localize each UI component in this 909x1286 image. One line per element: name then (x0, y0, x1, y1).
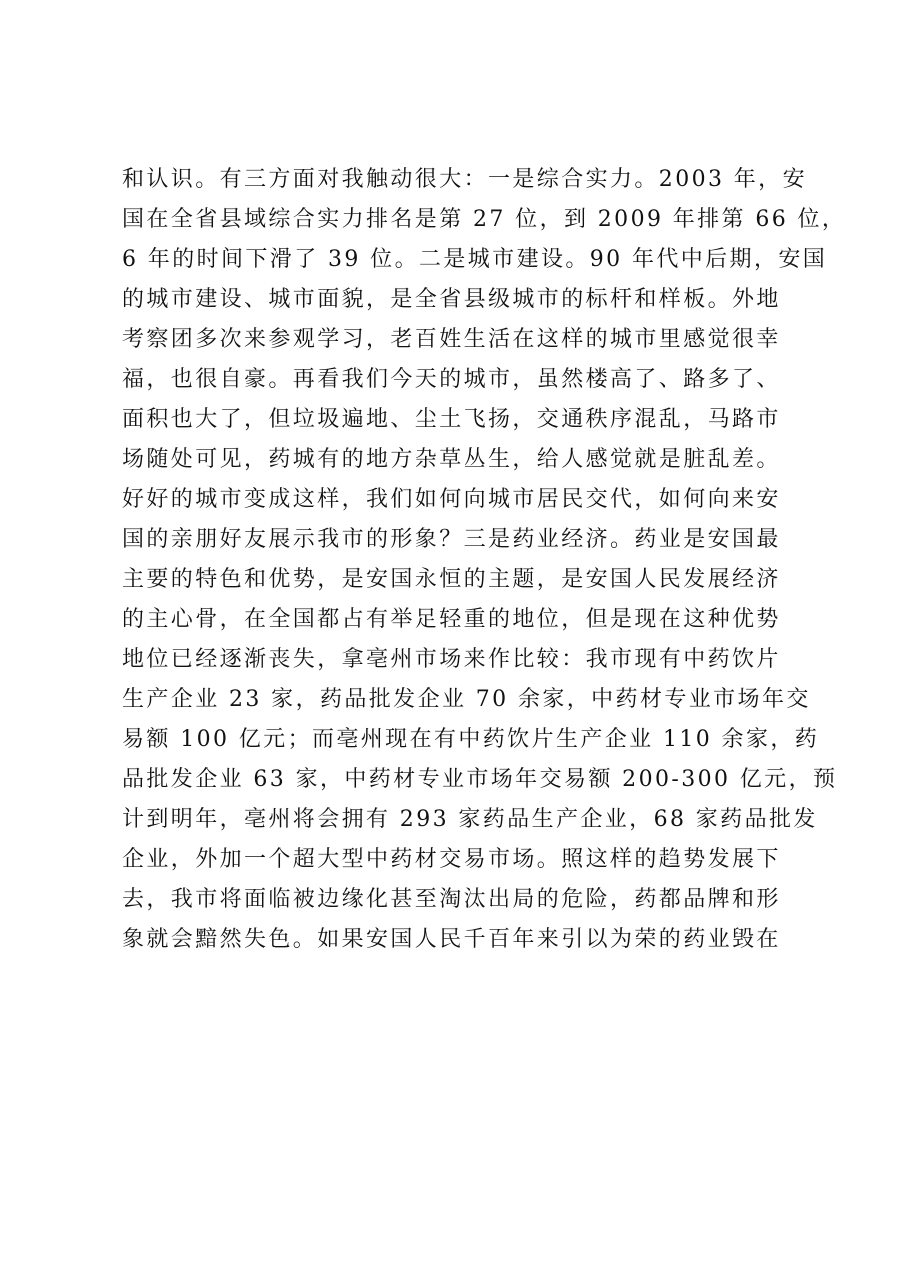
text-line: 易额 100 亿元；而亳州现在有中药饮片生产企业 110 余家，药 (122, 727, 820, 752)
text-line: 国在全省县域综合实力排名是第 27 位，到 2009 年排第 66 位， (122, 207, 847, 232)
text-line: 的城市建设、城市面貌，是全省县级城市的标杆和样板。外地 (122, 287, 781, 312)
text-line: 的主心骨，在全国都占有举足轻重的地位，但是现在这种优势 (122, 607, 781, 632)
text-line: 象就会黯然失色。如果安国人民千百年来引以为荣的药业毁在 (122, 927, 781, 952)
text-line: 生产企业 23 家，药品批发企业 70 余家，中药材专业市场年交 (122, 687, 811, 712)
text-line: 计到明年，亳州将会拥有 293 家药品生产企业，68 家药品批发 (122, 807, 818, 832)
text-line: 去，我市将面临被边缘化甚至淘汰出局的危险，药都品牌和形 (122, 887, 781, 912)
text-line: 考察团多次来参观学习，老百姓生活在这样的城市里感觉很幸 (122, 327, 781, 352)
text-line: 国的亲朋好友展示我市的形象？三是药业经济。药业是安国最 (122, 527, 781, 552)
text-line: 品批发企业 63 家，中药材专业市场年交易额 200-300 亿元，预 (122, 767, 838, 792)
text-line: 场随处可见，药城有的地方杂草丛生，给人感觉就是脏乱差。 (122, 447, 781, 472)
text-line: 好好的城市变成这样，我们如何向城市居民交代，如何向来安 (122, 487, 781, 512)
text-line: 面积也大了，但垃圾遍地、尘土飞扬，交通秩序混乱，马路市 (122, 407, 781, 432)
text-line: 地位已经逐渐丧失，拿亳州市场来作比较：我市现有中药饮片 (122, 647, 781, 672)
text-line: 主要的特色和优势，是安国永恒的主题，是安国人民发展经济 (122, 567, 781, 592)
text-line: 福，也很自豪。再看我们今天的城市，虽然楼高了、路多了、 (122, 367, 781, 392)
text-line: 6 年的时间下滑了 39 位。二是城市建设。90 年代中后期，安国 (122, 247, 828, 272)
text-line: 和认识。有三方面对我触动很大：一是综合实力。2003 年，安 (122, 167, 807, 192)
body-text (122, 160, 847, 960)
text-line: 企业，外加一个超大型中药材交易市场。照这样的趋势发展下 (122, 847, 781, 872)
